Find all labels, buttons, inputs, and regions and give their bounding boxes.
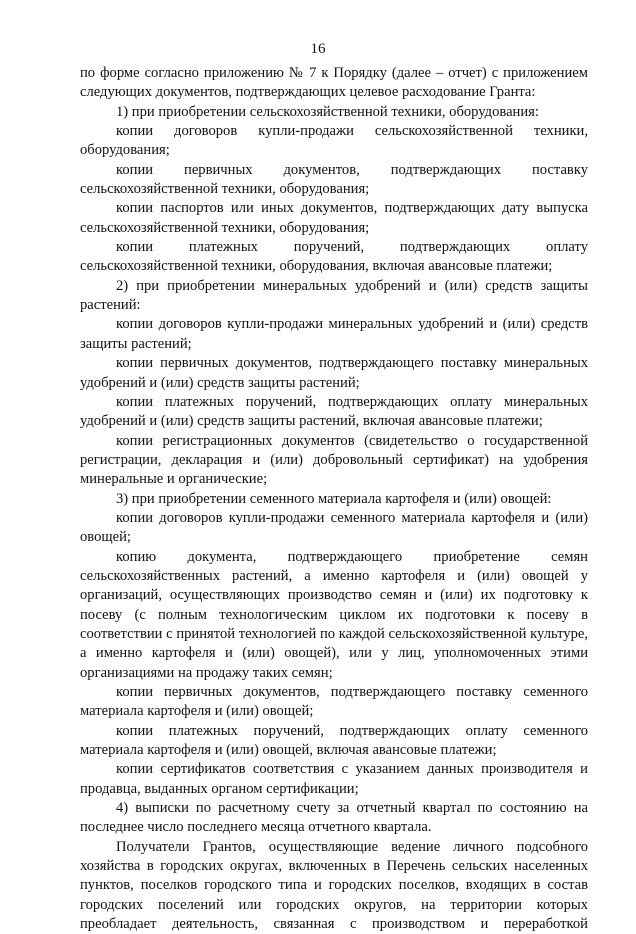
paragraph-item-1-contracts: копии договоров купли-продажи сельскохозяйственной техники, оборудования; (80, 123, 588, 159)
paragraph-item-2-payments: копии платежных поручений, подтверждающих оплату минеральных удобрений и (или) средств защиты растений, включая авансовые платежи; (80, 393, 588, 430)
paragraph-item-2-primary-docs: копии первичных документов, подтверждающего поставку минеральных удобрений и (или) средств защиты растений; (80, 355, 588, 391)
paragraph-item-1-primary-docs: копии первичных документов, подтверждающих поставку сельскохозяйственной техники, оборудования; (80, 161, 588, 198)
paragraph-item-2-registration: копии регистрационных документов (свидетельство о государственной регистрации, декларация и (или) добровольный сертификат) на удобрения минеральные и органические; (80, 432, 588, 488)
paragraph-item-3-primary-docs: копии первичных документов, подтверждающего поставку семенного материала картофеля и (или) овощей; (80, 684, 588, 720)
paragraph-item-3-certificates: копии сертификатов соответствия с указанием данных производителя и продавца, выданных органом сертификации; (80, 761, 588, 797)
paragraph-item-1-passports: копии паспортов или иных документов, подтверждающих дату выпуска сельскохозяйственной техники, оборудования; (80, 200, 588, 236)
paragraph-item-3-payments: копии платежных поручений, подтверждающих оплату семенного материала картофеля и (или) овощей, включая авансовые платежи; (80, 722, 588, 759)
paragraph-item-1-payments: копии платежных поручений, подтверждающих оплату сельскохозяйственной техники, оборудования, включая авансовые платежи; (80, 239, 588, 275)
paragraph-item-4-statements: 4) выписки по расчетному счету за отчетный квартал по состоянию на последнее число последнего месяца отчетного квартала. (80, 800, 588, 836)
paragraph-intro: по форме согласно приложению № 7 к Порядку (далее – отчет) с приложением следующих документов, подтверждающих целевое расходование Гранта: (80, 65, 588, 101)
paragraph-item-2-contracts: копии договоров купли-продажи минеральных удобрений и (или) средств защиты растений; (80, 316, 588, 352)
paragraph-grant-recipients: Получатели Грантов, осуществляющие ведение личного подсобного хозяйства в городских округах, включенных в Перечень сельских населенных пунктов, поселков городского типа и городских поселков, входящих в состав городских поселений или городских округов, на территории которых преобладает деятельность, связанная с производством и переработкой (80, 838, 588, 933)
paragraph-item-3-seed-document: копию документа, подтверждающего приобретение семян сельскохозяйственных растений, а именно картофеля и (или) овощей у организаций, осуществляющих производство семян и (или) их подготовку к посеву (с полным технологическим циклом их подготовки к посеву в соответствии с принятой технологией по каждой сельскохозяйственной культуре, а именно картофеля и (или) овощей), или у лиц, уполномоченных этими организациями на продажу таких семян; (80, 548, 588, 681)
paragraph-item-1-heading: 1) при приобретении сельскохозяйственной техники, оборудования: (116, 103, 539, 120)
page-number: 16 (310, 41, 326, 57)
paragraph-item-2-heading: 2) при приобретении минеральных удобрений и (или) средств защиты растений: (80, 277, 588, 314)
paragraph-item-3-heading: 3) при приобретении семенного материала картофеля и (или) овощей: (116, 490, 552, 507)
document-body (80, 64, 588, 934)
paragraph-item-3-contracts: копии договоров купли-продажи семенного материала картофеля и (или) овощей; (80, 509, 588, 546)
